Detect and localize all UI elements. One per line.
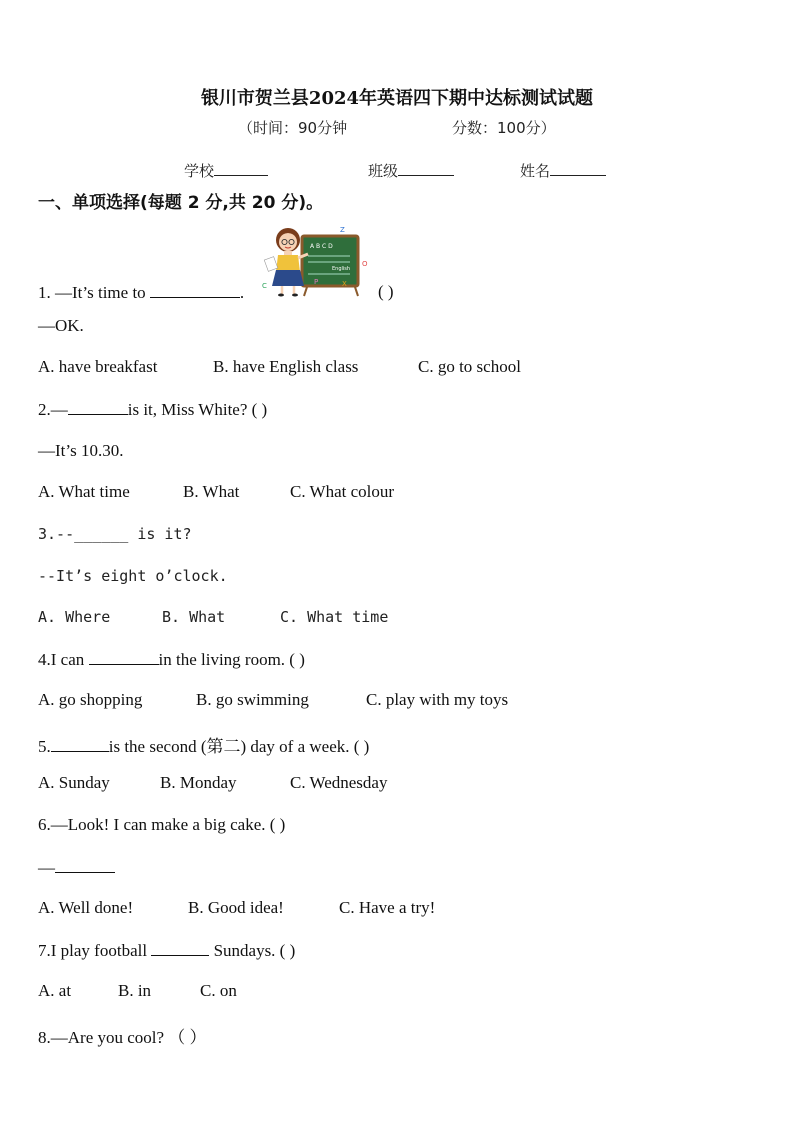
name-field bbox=[520, 159, 606, 181]
board-letters: A B C D bbox=[310, 243, 333, 250]
q1-paren[interactable]: ( ) bbox=[378, 282, 394, 301]
question-3: 3.--______ is it? bbox=[38, 525, 192, 543]
q7-stem-end: Sundays. ( ) bbox=[209, 941, 296, 960]
letter-z: Z bbox=[340, 226, 345, 234]
q4-answer-blank[interactable] bbox=[89, 649, 159, 665]
q3-option-a[interactable]: A. Where bbox=[38, 608, 111, 626]
q2-option-b[interactable]: B. What bbox=[183, 482, 240, 501]
q3-reply: --It’s eight o’clock. bbox=[38, 567, 228, 585]
question-1 bbox=[38, 282, 244, 303]
letter-c: C bbox=[262, 282, 267, 290]
q6-option-a[interactable]: A. Well done! bbox=[38, 898, 134, 917]
class-blank[interactable] bbox=[398, 159, 454, 176]
q4-option-c[interactable]: C. play with my toys bbox=[366, 690, 509, 709]
question-5 bbox=[38, 732, 369, 757]
question-7 bbox=[38, 940, 295, 961]
q1-stem: 1. —It’s time to bbox=[38, 283, 150, 302]
school-blank[interactable] bbox=[214, 159, 268, 176]
q4-options bbox=[38, 690, 508, 710]
q3-options bbox=[38, 608, 388, 626]
q6-options bbox=[38, 898, 435, 918]
q1-answer-blank[interactable] bbox=[150, 282, 240, 298]
name-label: 姓名 bbox=[520, 162, 551, 180]
q6-reply: — bbox=[38, 858, 55, 877]
q5-stem: 5. bbox=[38, 737, 51, 756]
q7-option-a[interactable]: A. at bbox=[38, 981, 72, 1000]
q4-stem: 4.I can bbox=[38, 650, 89, 669]
q2-options bbox=[38, 482, 394, 502]
letter-p: P bbox=[314, 278, 319, 286]
q2-option-a[interactable]: A. What time bbox=[38, 482, 130, 501]
question-4 bbox=[38, 649, 305, 670]
name-blank[interactable] bbox=[550, 159, 606, 176]
section-title: 一、单项选择(每题 2 分,共 20 分)。 bbox=[38, 193, 324, 213]
school-field bbox=[184, 159, 268, 181]
q2-stem: 2.— bbox=[38, 400, 68, 419]
q1-reply: —OK. bbox=[38, 316, 84, 335]
q7-option-c[interactable]: C. on bbox=[200, 981, 237, 1000]
q2-stem-end: is it, Miss White? ( ) bbox=[127, 400, 268, 419]
q5-answer-blank[interactable] bbox=[51, 736, 109, 752]
q3-option-b[interactable]: B. What bbox=[162, 608, 226, 626]
q5-option-c[interactable]: C. Wednesday bbox=[290, 773, 388, 792]
q1-options bbox=[38, 357, 521, 377]
q7-stem: 7.I play football bbox=[38, 941, 152, 960]
letter-x: X bbox=[342, 280, 347, 288]
q5-option-b[interactable]: B. Monday bbox=[160, 773, 237, 792]
question-6: 6.—Look! I can make a big cake. ( ) bbox=[38, 815, 286, 834]
q6-option-b[interactable]: B. Good idea! bbox=[188, 898, 284, 917]
q1-option-a[interactable]: A. have breakfast bbox=[38, 357, 158, 376]
q7-option-b[interactable]: B. in bbox=[118, 981, 152, 1000]
q5-option-a[interactable]: A. Sunday bbox=[38, 773, 110, 792]
q3-option-c[interactable]: C. What time bbox=[280, 608, 389, 626]
exam-score: 分数：100分） bbox=[452, 119, 556, 137]
q6-reply-line bbox=[38, 857, 115, 878]
q5-stem-end: is the second (第二) day of a week. ( ) bbox=[108, 737, 370, 756]
board-word: English bbox=[332, 266, 351, 272]
teacher-blackboard-illustration bbox=[258, 224, 374, 298]
school-label: 学校 bbox=[184, 162, 215, 180]
q4-option-b[interactable]: B. go swimming bbox=[196, 690, 309, 709]
page-title: 银川市贺兰县2024年英语四下期中达标测试试题 bbox=[200, 88, 594, 109]
question-8: 8.—Are you cool? （ ） bbox=[38, 1028, 207, 1047]
q2-option-c[interactable]: C. What colour bbox=[290, 482, 395, 501]
q1-option-c[interactable]: C. go to school bbox=[418, 357, 521, 376]
q6-option-c[interactable]: C. Have a try! bbox=[339, 898, 436, 917]
q2-answer-blank[interactable] bbox=[68, 399, 128, 415]
class-label: 班级 bbox=[368, 162, 399, 180]
letter-o: O bbox=[362, 260, 368, 268]
q1-option-b[interactable]: B. have English class bbox=[213, 357, 359, 376]
exam-time: （时间：90分钟 bbox=[238, 119, 348, 137]
q2-reply: —It’s 10.30. bbox=[38, 441, 124, 460]
q6-answer-blank[interactable] bbox=[55, 857, 115, 873]
class-field bbox=[368, 159, 454, 181]
q4-option-a[interactable]: A. go shopping bbox=[38, 690, 143, 709]
q4-stem-end: in the living room. ( ) bbox=[158, 650, 305, 669]
q7-options bbox=[38, 981, 237, 1001]
q1-stem-end: . bbox=[239, 283, 245, 302]
q5-options bbox=[38, 773, 387, 793]
question-2 bbox=[38, 399, 267, 420]
q7-answer-blank[interactable] bbox=[151, 940, 209, 956]
